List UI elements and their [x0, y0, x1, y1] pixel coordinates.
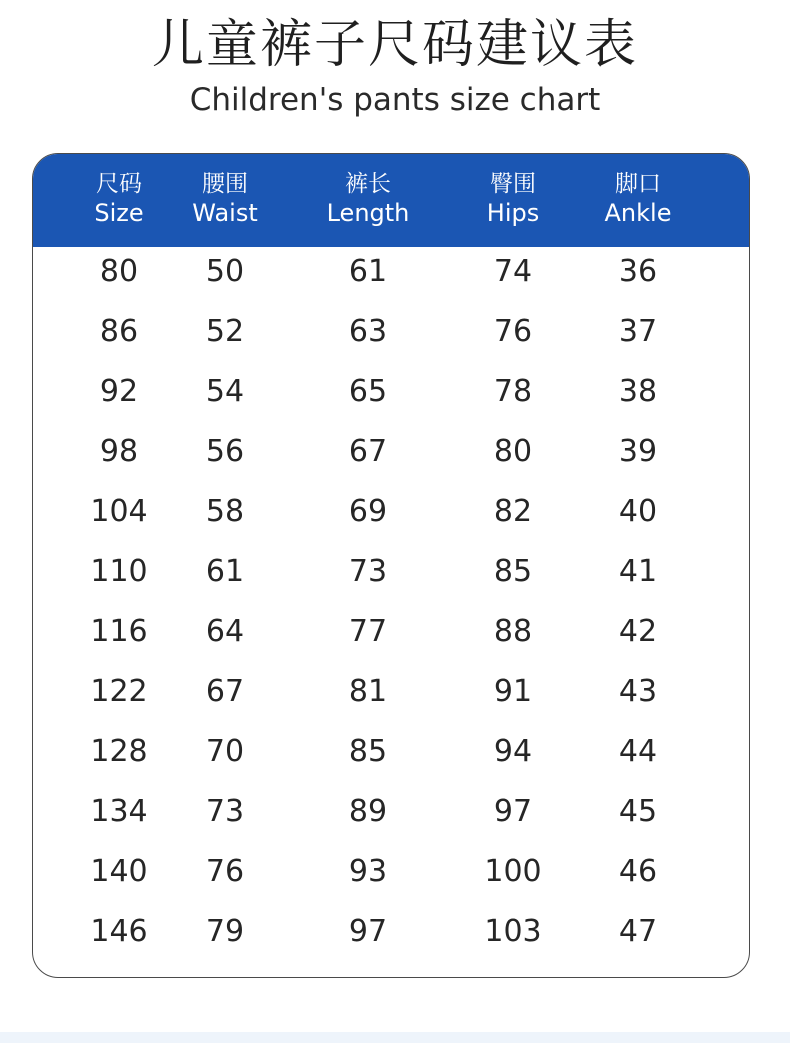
table-row: [33, 847, 749, 907]
cell-waist: 70: [205, 734, 245, 769]
cell-ankle: 41: [618, 554, 658, 589]
cell-ankle: 37: [618, 314, 658, 349]
column-header-length: [293, 170, 443, 228]
table-row: [33, 247, 749, 307]
column-header-label-zh: 尺码: [96, 171, 142, 197]
column-header-waist: [150, 170, 300, 228]
cell-waist: 76: [205, 854, 245, 889]
cell-hips: 97: [493, 794, 533, 829]
table-row: [33, 367, 749, 427]
column-header-label-en: Ankle: [604, 199, 672, 227]
cell-waist: 58: [205, 494, 245, 529]
cell-ankle: 46: [618, 854, 658, 889]
table-row: [33, 607, 749, 667]
cell-length: 85: [348, 734, 388, 769]
cell-length: 65: [348, 374, 388, 409]
cell-hips: 82: [493, 494, 533, 529]
cell-hips: 76: [493, 314, 533, 349]
column-header-label-zh: 腰围: [202, 171, 248, 197]
cell-size: 140: [90, 854, 148, 889]
cell-waist: 52: [205, 314, 245, 349]
cell-waist: 56: [205, 434, 245, 469]
cell-waist: 79: [205, 914, 245, 949]
cell-length: 77: [348, 614, 388, 649]
cell-waist: 61: [205, 554, 245, 589]
cell-size: 122: [90, 674, 148, 709]
cell-ankle: 36: [618, 254, 658, 289]
size-chart-table: [32, 153, 750, 978]
cell-ankle: 47: [618, 914, 658, 949]
cell-length: 81: [348, 674, 388, 709]
cell-ankle: 42: [618, 614, 658, 649]
cell-length: 97: [348, 914, 388, 949]
cell-length: 69: [348, 494, 388, 529]
cell-ankle: 38: [618, 374, 658, 409]
cell-length: 63: [348, 314, 388, 349]
table-body: [33, 247, 749, 967]
bottom-divider-band: [0, 1032, 790, 1043]
table-row: [33, 907, 749, 967]
cell-hips: 88: [493, 614, 533, 649]
table-row: [33, 667, 749, 727]
column-header-label-en: Length: [326, 199, 410, 227]
column-header-label-en: Hips: [486, 199, 540, 227]
cell-hips: 78: [493, 374, 533, 409]
cell-waist: 54: [205, 374, 245, 409]
cell-hips: 103: [484, 914, 542, 949]
cell-size: 146: [90, 914, 148, 949]
cell-waist: 67: [205, 674, 245, 709]
cell-hips: 80: [493, 434, 533, 469]
table-row: [33, 727, 749, 787]
cell-hips: 94: [493, 734, 533, 769]
table-row: [33, 307, 749, 367]
cell-length: 93: [348, 854, 388, 889]
page-subtitle: Children's pants size chart: [189, 82, 601, 118]
cell-length: 61: [348, 254, 388, 289]
column-header-ankle: [563, 170, 713, 228]
cell-size: 128: [90, 734, 148, 769]
table-row: [33, 547, 749, 607]
column-header-label-zh: 臀围: [490, 171, 536, 197]
cell-hips: 85: [493, 554, 533, 589]
table-row: [33, 487, 749, 547]
cell-length: 73: [348, 554, 388, 589]
column-header-label-en: Size: [94, 199, 144, 227]
cell-size: 92: [99, 374, 139, 409]
cell-size: 104: [90, 494, 148, 529]
cell-size: 116: [90, 614, 148, 649]
table-row: [33, 787, 749, 847]
cell-size: 98: [99, 434, 139, 469]
cell-waist: 73: [205, 794, 245, 829]
table-header: [33, 154, 749, 247]
cell-size: 80: [99, 254, 139, 289]
page-title: 儿童裤子尺码建议表: [151, 15, 638, 75]
cell-waist: 64: [205, 614, 245, 649]
cell-ankle: 40: [618, 494, 658, 529]
column-header-label-en: Waist: [192, 199, 258, 227]
cell-waist: 50: [205, 254, 245, 289]
cell-length: 89: [348, 794, 388, 829]
cell-ankle: 43: [618, 674, 658, 709]
cell-ankle: 44: [618, 734, 658, 769]
cell-size: 110: [90, 554, 148, 589]
cell-hips: 74: [493, 254, 533, 289]
table-row: [33, 427, 749, 487]
cell-hips: 91: [493, 674, 533, 709]
cell-ankle: 39: [618, 434, 658, 469]
cell-size: 86: [99, 314, 139, 349]
cell-ankle: 45: [618, 794, 658, 829]
cell-size: 134: [90, 794, 148, 829]
column-header-label-zh: 脚口: [615, 171, 661, 197]
column-header-label-zh: 裤长: [345, 171, 391, 197]
cell-length: 67: [348, 434, 388, 469]
cell-hips: 100: [484, 854, 542, 889]
